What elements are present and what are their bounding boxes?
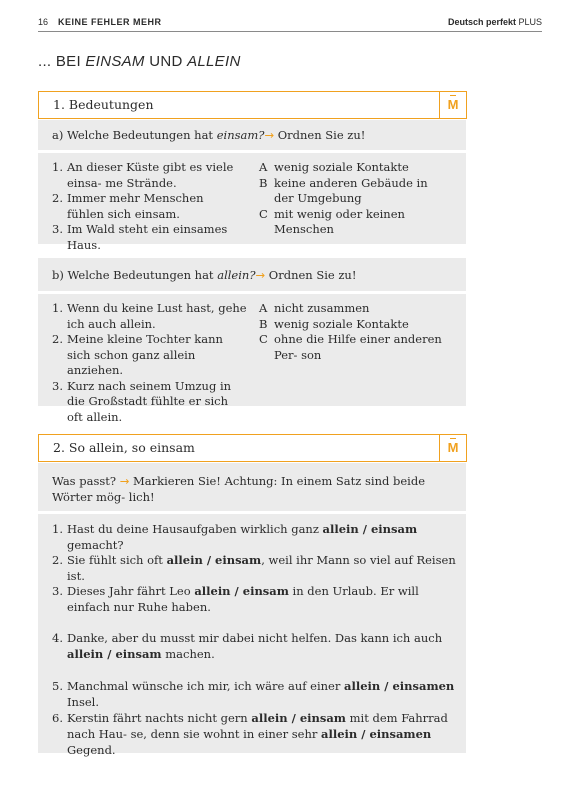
exercise-2-sentence-1 <box>52 521 456 553</box>
exercise-1-title: 1. Bedeutungen <box>53 97 154 112</box>
list-item: 1. An dieser Küste gibt es viele einsa- me Strände. <box>52 160 234 190</box>
list-item: 1. Hast du deine Hausaufgaben wirklich ganz allein / einsam gemacht? <box>52 522 418 552</box>
exercise-2-sentence-6 <box>52 710 456 758</box>
exercise-2-sentence-2 <box>52 552 456 584</box>
exercise-1a-sentences <box>52 160 252 253</box>
list-item: C mit wenig oder keinen Menschen <box>259 206 405 236</box>
list-item: 2. Meine kleine Tochter kann sich schon ganz allein anziehen. <box>52 332 223 377</box>
section-title: KEINE FEHLER MEHR <box>58 17 162 27</box>
page-header <box>38 14 542 32</box>
list-item: 3. Kurz nach seinem Umzug in die Großstadt fühlte er sich oft allein. <box>52 378 232 424</box>
exercise-2-sentence-5 <box>52 678 456 710</box>
exercise-1-header <box>38 91 466 119</box>
list-item: 2. Sie fühlt sich oft allein / einsam, weil ihr Mann so viel auf Reisen ist. <box>52 553 456 583</box>
exercise-1a-instruction: a) Welche Bedeutungen hat einsam?→ Ordnen Sie zu! <box>52 128 366 142</box>
list-item: 2. Immer mehr Menschen fühlen sich einsam. <box>52 191 204 221</box>
divider <box>38 150 466 153</box>
list-item: C ohne die Hilfe einer anderen Per- son <box>259 332 442 362</box>
level-m-icon: M <box>439 434 467 462</box>
page-number: 16 <box>38 17 49 27</box>
arrow-right-icon: → <box>264 128 275 142</box>
exercise-2-sentence-4 <box>52 630 450 662</box>
exercise-2-instruction: Was passt? → Markieren Sie! Achtung: In einem Satz sind beide Wörter mög- lich! <box>52 474 426 504</box>
list-item: B wenig soziale Kontakte <box>259 316 409 331</box>
list-item: B keine anderen Gebäude in der Umgebung <box>259 175 428 205</box>
list-item: 6. Kerstin fährt nachts nicht gern allein / einsam mit dem Fahrrad nach Hau- se, denn sie wohnt in einer sehr allein / einsamen Gegend. <box>52 711 448 757</box>
exercise-1b-instruction: b) Welche Bedeutungen hat allein?→ Ordnen Sie zu! <box>52 268 357 282</box>
list-item: A wenig soziale Kontakte <box>259 160 409 174</box>
divider <box>38 511 466 514</box>
exercise-1b-meanings <box>259 301 455 363</box>
exercise-2-header <box>38 434 466 462</box>
list-item: 4. Danke, aber du musst mir dabei nicht helfen. Das kann ich auch allein / einsam machen. <box>52 631 443 661</box>
list-item: 5. Manchmal wünsche ich mir, ich wäre auf einer allein / einsamen Insel. <box>52 679 455 709</box>
list-item: 1. Wenn du keine Lust hast, gehe ich auch allein. <box>52 301 247 331</box>
list-item: 3. Im Wald steht ein einsames Haus. <box>52 222 228 252</box>
exercise-1b-sentences <box>52 301 252 425</box>
exercise-1a-meanings <box>259 160 455 238</box>
exercise-2-title: 2. So allein, so einsam <box>53 440 195 455</box>
magazine-name: Deutsch perfekt PLUS <box>447 17 542 27</box>
list-item: 3. Dieses Jahr fährt Leo allein / einsam in den Urlaub. Er will einfach nur Ruhe haben. <box>52 584 419 614</box>
arrow-right-icon: → <box>255 268 266 282</box>
page-title: ... BEI EINSAM UND ALLEIN <box>38 53 241 70</box>
list-item: A nicht zusammen <box>259 301 370 315</box>
level-m-icon: M <box>439 91 467 119</box>
divider <box>38 291 466 294</box>
arrow-right-icon: → <box>119 474 130 488</box>
exercise-2-sentence-3 <box>52 583 442 615</box>
